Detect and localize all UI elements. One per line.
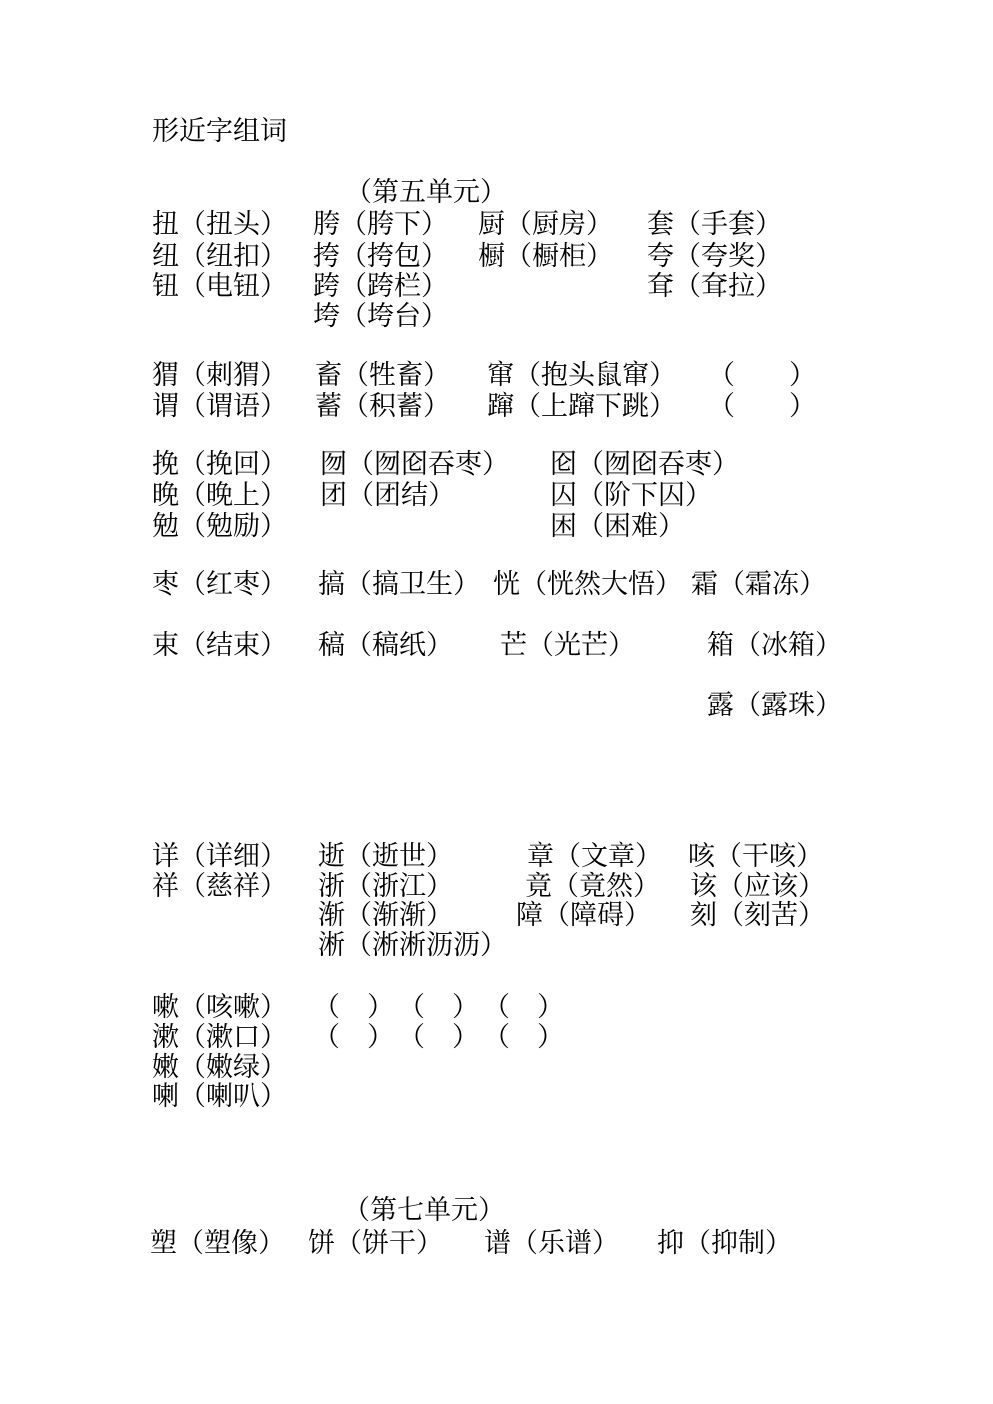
word-pair-cell: 喇（喇叭） (152, 1081, 287, 1111)
word-pair-cell: 塑（塑像） (150, 1228, 285, 1258)
word-pair-cell: 钮（电钮） (152, 271, 287, 301)
word-pair-cell: 束（结束） (152, 630, 287, 660)
word-pair-cell: 浙（浙江） (318, 871, 453, 901)
word-pair-cell: 竟（竟然） (525, 871, 660, 901)
word-pair-cell: 蹿（上蹿下跳） (487, 391, 676, 421)
word-pair-cell: 套（手套） (647, 209, 782, 239)
word-pair-cell: 搞（搞卫生） (318, 569, 480, 599)
blank-parens: （ ） (398, 992, 479, 1022)
word-pair-cell: 枣（红枣） (152, 569, 287, 599)
word-pair-cell: 窜（抱头鼠窜） (487, 360, 676, 390)
word-pair-cell: 露（露珠） (707, 690, 842, 720)
word-pair-cell: 囚（阶下囚） (550, 480, 712, 510)
blank-parens: （ ） (483, 1022, 564, 1052)
word-pair-cell: 夸（夸奖） (647, 241, 782, 271)
word-pair-cell: 嫩（嫩绿） (152, 1052, 287, 1082)
word-pair-cell: 刻（刻苦） (690, 900, 825, 930)
word-pair-cell: 芒（光芒） (500, 630, 635, 660)
blank-parens: （ ） (708, 391, 816, 421)
word-pair-cell: 勉（勉励） (152, 511, 287, 541)
unit-heading: （第七单元） (343, 1195, 505, 1225)
word-pair-cell: 该（应该） (690, 871, 825, 901)
word-pair-cell: 挎（挎包） (313, 241, 448, 271)
word-pair-cell: 畜（牲畜） (315, 360, 450, 390)
word-pair-cell: 障（障碍） (516, 900, 651, 930)
word-pair-cell: 蓄（积蓄） (315, 391, 450, 421)
blank-parens: （ ） (708, 360, 816, 390)
word-pair-cell: 恍（恍然大悟） (493, 569, 682, 599)
word-pair-cell: 挽（挽回） (152, 449, 287, 479)
word-pair-cell: 祥（慈祥） (152, 871, 287, 901)
word-pair-cell: 章（文章） (527, 841, 662, 871)
word-pair-cell: 囵（囫囵吞枣） (550, 449, 739, 479)
word-pair-cell: 胯（胯下） (313, 209, 448, 239)
word-pair-cell: 箱（冰箱） (707, 630, 842, 660)
word-pair-cell: 谱（乐谱） (484, 1228, 619, 1258)
word-pair-cell: 团（团结） (320, 480, 455, 510)
word-pair-cell: 漱（漱口） (152, 1022, 287, 1052)
word-pair-cell: 嗽（咳嗽） (152, 992, 287, 1022)
word-pair-cell: 咳（干咳） (688, 841, 823, 871)
word-pair-cell: 霜（霜冻） (691, 569, 826, 599)
unit-heading: （第五单元） (345, 177, 507, 207)
word-pair-cell: 纽（纽扣） (152, 241, 287, 271)
word-pair-cell: 橱（橱柜） (478, 241, 613, 271)
word-pair-cell: 淅（淅淅沥沥） (318, 930, 507, 960)
word-pair-cell: 困（困难） (550, 511, 685, 541)
word-pair-cell: 逝（逝世） (318, 841, 453, 871)
word-pair-cell: 饼（饼干） (308, 1228, 443, 1258)
word-pair-cell: 厨（厨房） (478, 209, 613, 239)
word-pair-cell: 囫（囫囵吞枣） (320, 449, 509, 479)
word-pair-cell: 垮（垮台） (313, 301, 448, 331)
word-pair-cell: 谓（谓语） (152, 391, 287, 421)
word-pair-cell: 稿（稿纸） (318, 630, 453, 660)
word-pair-cell: 扭（扭头） (152, 209, 287, 239)
blank-parens: （ ） (313, 1022, 394, 1052)
word-pair-cell: 耷（耷拉） (647, 271, 782, 301)
word-pair-cell: 猬（刺猬） (152, 360, 287, 390)
page-title: 形近字组词 (152, 116, 287, 146)
blank-parens: （ ） (313, 992, 394, 1022)
blank-parens: （ ） (483, 992, 564, 1022)
word-pair-cell: 晚（晚上） (152, 480, 287, 510)
word-pair-cell: 跨（跨栏） (313, 271, 448, 301)
word-pair-cell: 渐（渐渐） (318, 900, 453, 930)
blank-parens: （ ） (398, 1022, 479, 1052)
word-pair-cell: 详（详细） (152, 841, 287, 871)
word-pair-cell: 抑（抑制） (657, 1228, 792, 1258)
